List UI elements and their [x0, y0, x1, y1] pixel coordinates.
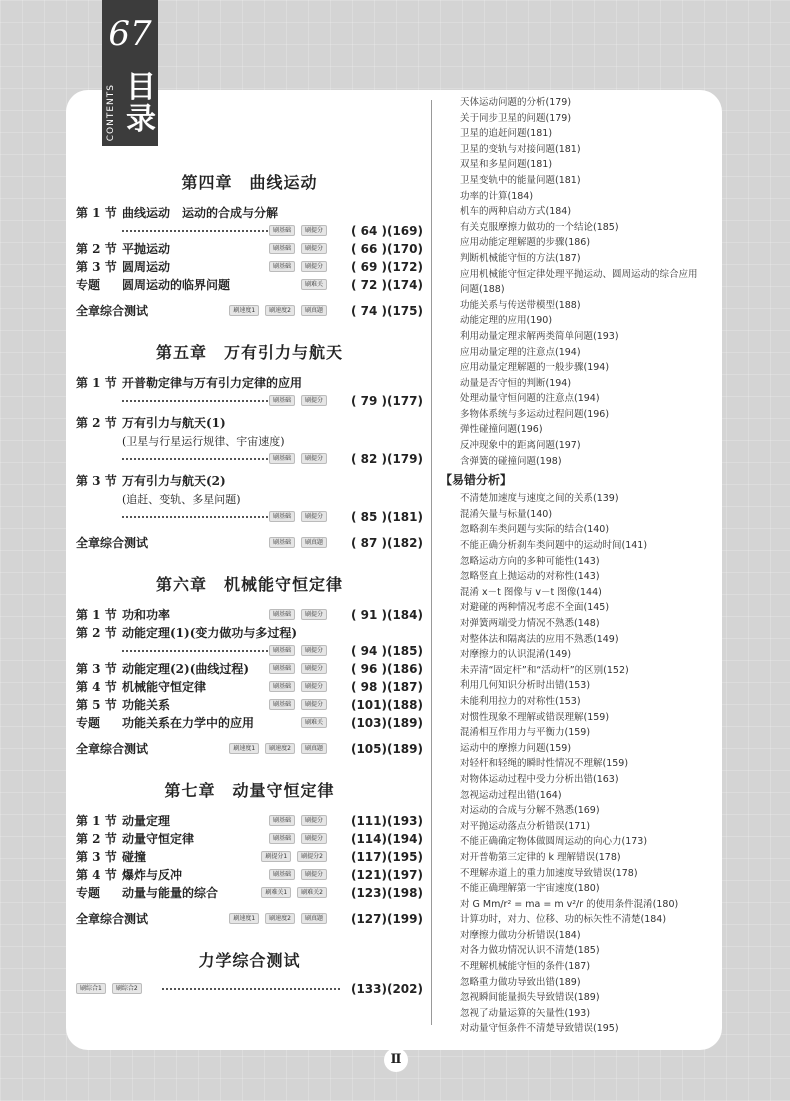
toc-entry[interactable]	[76, 848, 423, 866]
tag-label: 刷速度1	[229, 743, 259, 754]
toc-entry[interactable]	[76, 884, 423, 902]
toc-entry-pages	[76, 222, 423, 240]
index-entry[interactable]: 对避碰的两种情况考虑不全面(145)	[460, 602, 610, 614]
index-entry[interactable]: 对轻杆和轻绳的瞬时性情况不理解(159)	[460, 758, 629, 770]
tag-label: 刷真题	[301, 743, 327, 754]
toc-entry[interactable]	[76, 204, 423, 222]
tag-label: 刷基础	[269, 699, 295, 710]
tag-label: 刷基础	[269, 663, 295, 674]
section-title: 动能定理(1)(变力做功与多过程)	[122, 626, 298, 640]
section-number: 第 3 节	[76, 850, 117, 864]
toc-entry[interactable]	[76, 534, 423, 552]
tag-label: 刷基础	[269, 681, 295, 692]
index-entry[interactable]: 对平抛运动落点分析错误(171)	[460, 820, 591, 832]
index-entry[interactable]: 动量是否守恒的判断(194)	[460, 377, 572, 389]
tag-label: 刷速度2	[265, 913, 295, 924]
section-number: 第 1 节	[76, 206, 117, 220]
index-entry[interactable]: 未弄清“固定杆”和“活动杆”的区别(152)	[460, 664, 629, 676]
index-entry[interactable]: 应用机械能守恒定律处理平抛运动、圆周运动的综合应用	[460, 268, 698, 280]
section-number: 第 2 节	[76, 626, 117, 640]
index-entry[interactable]: 忽略竖直上抛运动的对称性(143)	[460, 571, 600, 583]
section-number: 专题	[76, 278, 101, 292]
index-entry[interactable]: 反冲现象中的距离问题(197)	[460, 440, 581, 452]
page-ref: ( 87 )(182)	[350, 536, 423, 550]
tag-label: 刷提分	[301, 395, 327, 406]
index-entry[interactable]: 对惯性现象不理解或错误理解(159)	[460, 711, 610, 723]
section-title: 平抛运动	[122, 242, 171, 256]
page-ref: (105)(189)	[350, 742, 423, 756]
book-number: 67	[108, 14, 152, 54]
toc-entry[interactable]	[76, 258, 423, 276]
index-entry[interactable]: 混淆相互作用力与平衡力(159)	[460, 727, 591, 739]
toc-entry[interactable]	[76, 624, 423, 642]
index-entry[interactable]: 未能利用拉力的对称性(153)	[460, 695, 581, 707]
toc-entry[interactable]	[76, 276, 423, 294]
toc-entry[interactable]	[76, 812, 423, 830]
index-entry[interactable]: 动能定理的应用(190)	[460, 315, 553, 327]
index-entry[interactable]: 运动中的摩擦力问题(159)	[460, 742, 572, 754]
toc-entry-pages	[76, 392, 423, 410]
tag-label: 刷速度1	[229, 913, 259, 924]
toc-entry[interactable]	[76, 910, 423, 928]
toc-entry-pages	[76, 450, 423, 468]
section-number: 第 1 节	[76, 376, 117, 390]
toc-entry[interactable]	[76, 714, 423, 732]
section-title: 全章综合测试	[76, 912, 149, 926]
section-subtitle: (卫星与行星运行规律、宇宙速度)	[122, 435, 285, 448]
index-entry[interactable]: 处理动量守恒问题的注意点(194)	[460, 393, 600, 405]
page-ref: (103)(189)	[350, 716, 423, 730]
index-entry[interactable]: 利用几何知识分析时出错(153)	[460, 680, 591, 692]
section-number: 第 2 节	[76, 416, 117, 430]
toc-entry[interactable]	[76, 660, 423, 678]
toc-entry[interactable]	[76, 696, 423, 714]
column-divider	[431, 100, 432, 1025]
index-entry[interactable]: 机车的两种启动方式(184)	[460, 206, 572, 218]
index-entry[interactable]: 有关克服摩擦力做功的一个结论(185)	[460, 221, 619, 233]
toc-entry-subtitle	[76, 432, 423, 450]
section-number: 第 5 节	[76, 698, 117, 712]
chapter-title: 力学综合测试	[198, 951, 301, 970]
toc-entry[interactable]	[76, 240, 423, 258]
index-entry[interactable]: 卫星的变轨与对接问题(181)	[460, 143, 581, 155]
toc-entry[interactable]	[76, 830, 423, 848]
index-entry[interactable]: 对运动的合成与分解不熟悉(169)	[460, 805, 600, 817]
section-title: 曲线运动 运动的合成与分解	[122, 206, 279, 220]
page-ref: (123)(198)	[350, 886, 423, 900]
tag-label: 刷真题	[301, 913, 327, 924]
index-entry[interactable]: 天体运动问题的分析(179)	[460, 97, 572, 108]
tag-label: 刷基础	[269, 395, 295, 406]
index-entry[interactable]: 对 G Mm/r² = ma = m v²/r 的使用条件混淆(180)	[460, 898, 679, 910]
page-ref: ( 74 )(175)	[350, 304, 423, 318]
section-title: 全章综合测试	[76, 536, 149, 550]
index-entry[interactable]: 混淆矢量与标量(140)	[460, 508, 553, 520]
error-analysis-header: 【易错分析】	[440, 473, 513, 488]
index-entry[interactable]: 忽略运动方向的多种可能性(143)	[460, 555, 600, 567]
index-entry[interactable]: 多物体系统与多运动过程问题(196)	[460, 408, 610, 420]
page-ref: ( 79 )(177)	[350, 394, 423, 408]
page-ref: ( 82 )(179)	[350, 452, 423, 466]
tag-label: 刷提分	[301, 699, 327, 710]
index-entry[interactable]: 忽略刹车类问题与实际的结合(140)	[460, 524, 610, 536]
section-number: 专题	[76, 716, 101, 730]
tag-label: 刷基础	[269, 815, 295, 826]
index-entry[interactable]: 弹性碰撞问题(196)	[460, 424, 543, 436]
section-title: 圆周运动的临界问题	[122, 278, 231, 292]
index-entry[interactable]: 卫星的追赶问题(181)	[460, 128, 553, 140]
index-entry[interactable]: 应用动量定理解题的一般步骤(194)	[460, 362, 610, 374]
toc-entry-pages	[76, 508, 423, 526]
tag-label: 刷基础	[269, 453, 295, 464]
chapter-title: 第四章 曲线运动	[181, 173, 318, 192]
section-title: 动量定理	[122, 814, 171, 828]
toc-entry[interactable]	[76, 302, 423, 320]
section-number: 第 1 节	[76, 814, 117, 828]
section-title: 碰撞	[122, 850, 147, 864]
page-title: 目录	[126, 70, 156, 137]
index-entry[interactable]: 应用动量定理的注意点(194)	[460, 346, 581, 358]
index-entry[interactable]: 忽略重力做功导致出错(189)	[460, 976, 581, 988]
tag-label: 刷提分	[301, 261, 327, 272]
index-entry[interactable]: 忽视瞬间能量损失导致错误(189)	[460, 992, 600, 1004]
tag-label: 刷难关1	[261, 887, 291, 898]
index-entry[interactable]: 对开普勒第三定律的 k 理解错误(178)	[460, 851, 621, 863]
index-entry[interactable]: 不能正确分析刹车类问题中的运动时间(141)	[460, 540, 648, 552]
toc-left-column	[76, 170, 423, 998]
section-title: 全章综合测试	[76, 742, 149, 756]
tag-label: 刷提分	[301, 511, 327, 522]
index-entry[interactable]: 忽视运动过程出错(164)	[460, 789, 562, 801]
chapter-title: 第五章 万有引力与航天	[155, 343, 343, 362]
index-entry[interactable]: 不清楚加速度与速度之间的关系(139)	[460, 493, 619, 505]
error-list	[460, 491, 718, 1037]
tag-label: 刷速度2	[265, 305, 295, 316]
index-entry[interactable]: 计算功时，对力、位移、功的标矢性不清楚(184)	[460, 914, 667, 926]
index-entry[interactable]: 不能正确确定物体做圆周运动的向心力(173)	[460, 836, 648, 848]
tag-label: 刷综合1	[76, 983, 106, 994]
section-title: 开普勒定律与万有引力定律的应用	[122, 376, 303, 390]
page-ref: ( 64 )(169)	[350, 224, 423, 238]
index-entry[interactable]: 双星和多星问题(181)	[460, 159, 553, 171]
page-ref: (114)(194)	[350, 832, 423, 846]
section-title: 机械能守恒定律	[122, 680, 207, 694]
page-ref: ( 69 )(172)	[350, 260, 423, 274]
tag-label: 刷提分	[301, 815, 327, 826]
section-number: 第 2 节	[76, 832, 117, 846]
tag-label: 刷基础	[269, 645, 295, 656]
index-entry[interactable]: 卫星变轨中的能量问题(181)	[460, 174, 581, 186]
section-subtitle: (追赶、变轨、多星问题)	[122, 493, 241, 506]
header-tab	[102, 0, 158, 146]
contents-label: CONTENTS	[106, 84, 116, 142]
toc-entry[interactable]	[76, 374, 423, 392]
page-ref: ( 96 )(186)	[350, 662, 423, 676]
index-entry[interactable]: 对摩擦力的认识混淆(149)	[460, 649, 572, 661]
index-entry[interactable]: 混淆 x－t 图像与 v－t 图像(144)	[460, 586, 602, 598]
section-title: 全章综合测试	[76, 304, 149, 318]
page-ref: ( 66 )(170)	[350, 242, 423, 256]
index-entry[interactable]: 不理解赤道上的重力加速度导致错误(178)	[460, 867, 638, 879]
index-entry[interactable]: 对物体运动过程中受力分析出错(163)	[460, 773, 619, 785]
section-title: 万有引力与航天(2)	[122, 474, 226, 488]
section-title: 爆炸与反冲	[122, 868, 183, 882]
toc-right-column	[440, 95, 718, 1037]
page-ref: (133)(202)	[350, 982, 423, 996]
index-entry[interactable]: 不理解机械能守恒的条件(187)	[460, 961, 591, 973]
index-entry[interactable]: 不能正确理解第一宇宙速度(180)	[460, 883, 600, 895]
index-entry[interactable]: 问题(188)	[460, 284, 505, 296]
section-number: 第 2 节	[76, 242, 117, 256]
method-list	[460, 95, 718, 469]
index-entry[interactable]: 关于同步卫星的问题(179)	[460, 112, 572, 124]
tag-label: 刷基础	[269, 833, 295, 844]
section-title: 功和功率	[122, 608, 171, 622]
index-entry[interactable]: 对各力做功情况认识不清楚(185)	[460, 945, 600, 957]
index-entry[interactable]: 利用动量定理求解两类简单问题(193)	[460, 330, 619, 342]
tag-label: 刷提分	[301, 663, 327, 674]
index-entry[interactable]: 忽视了动量运算的矢量性(193)	[460, 1007, 591, 1019]
section-number: 专题	[76, 886, 101, 900]
index-entry[interactable]: 含弹簧的碰撞问题(198)	[460, 455, 562, 467]
page-ref: ( 94 )(185)	[350, 644, 423, 658]
tag-label: 刷难关2	[297, 887, 327, 898]
section-number: 第 1 节	[76, 608, 117, 622]
tag-label: 刷基础	[269, 225, 295, 236]
section-title: 动能定理(2)(曲线过程)	[122, 662, 250, 676]
index-entry[interactable]: 对摩擦力做功分析错误(184)	[460, 929, 581, 941]
tag-label: 刷提分2	[297, 851, 327, 862]
section-title: 功能关系在力学中的应用	[122, 716, 255, 730]
section-title: 动量与能量的综合	[122, 886, 219, 900]
tag-label: 刷基础	[269, 537, 295, 548]
section-number: 第 4 节	[76, 868, 117, 882]
toc-entry-subtitle	[76, 490, 423, 508]
chapter-title: 第六章 机械能守恒定律	[155, 575, 343, 594]
toc-entry[interactable]	[76, 866, 423, 884]
tag-label: 刷基础	[269, 609, 295, 620]
index-entry[interactable]: 应用动能定理解题的步骤(186)	[460, 237, 591, 249]
leader-dots	[162, 988, 340, 990]
tag-label: 刷提分	[301, 833, 327, 844]
index-entry[interactable]: 对弹簧两端受力情况不熟悉(148)	[460, 618, 600, 629]
chapter-title: 第七章 动量守恒定律	[164, 781, 335, 800]
tag-label: 刷难关	[301, 279, 327, 290]
page-number: Ⅱ	[384, 1048, 408, 1072]
tag-label: 刷速度1	[229, 305, 259, 316]
tag-label: 刷基础	[269, 869, 295, 880]
page-ref: ( 72 )(174)	[350, 278, 423, 292]
toc-entry[interactable]	[76, 678, 423, 696]
toc-entry[interactable]	[76, 980, 423, 998]
tag-label: 刷真题	[301, 537, 327, 548]
tag-label: 刷速度2	[265, 743, 295, 754]
toc-entry-pages	[76, 642, 423, 660]
page-ref: (127)(199)	[350, 912, 423, 926]
index-entry[interactable]: 对动量守恒条件不清楚导致错误(195)	[460, 1023, 619, 1035]
page-ref: (121)(197)	[350, 868, 423, 882]
tag-label: 刷提分	[301, 645, 327, 656]
page-ref: (101)(188)	[350, 698, 423, 712]
section-number: 第 3 节	[76, 474, 117, 488]
index-entry[interactable]: 功能关系与传送带模型(188)	[460, 299, 581, 311]
tag-label: 刷提分1	[261, 851, 291, 862]
page-ref: ( 91 )(184)	[350, 608, 423, 622]
index-entry[interactable]: 判断机械能守恒的方法(187)	[460, 252, 581, 264]
tag-label: 刷难关	[301, 717, 327, 728]
section-title: 圆周运动	[122, 260, 171, 274]
section-title: 万有引力与航天(1)	[122, 416, 226, 430]
tag-label: 刷提分	[301, 681, 327, 692]
tag-label: 刷提分	[301, 225, 327, 236]
page-ref: (111)(193)	[350, 814, 423, 828]
tag-label: 刷真题	[301, 305, 327, 316]
toc-entry[interactable]	[76, 414, 423, 432]
section-title: 功能关系	[122, 698, 171, 712]
toc-entry[interactable]	[76, 606, 423, 624]
tag-label: 刷基础	[269, 243, 295, 254]
tag-label: 刷提分	[301, 609, 327, 620]
page-ref: ( 85 )(181)	[350, 510, 423, 524]
toc-entry[interactable]	[76, 472, 423, 490]
toc-entry[interactable]	[76, 740, 423, 758]
tag-label: 刷综合2	[112, 983, 142, 994]
section-number: 第 4 节	[76, 680, 117, 694]
section-title: 动量守恒定律	[122, 832, 195, 846]
page-ref: (117)(195)	[350, 850, 423, 864]
section-number: 第 3 节	[76, 260, 117, 274]
tag-label: 刷基础	[269, 261, 295, 272]
page-ref: ( 98 )(187)	[350, 680, 423, 694]
section-number: 第 3 节	[76, 662, 117, 676]
tag-label: 刷基础	[269, 511, 295, 522]
tag-label: 刷提分	[301, 453, 327, 464]
tag-label: 刷提分	[301, 243, 327, 254]
index-entry[interactable]: 对整体法和隔离法的应用不熟悉(149)	[460, 633, 619, 645]
tag-label: 刷提分	[301, 869, 327, 880]
index-entry[interactable]: 功率的计算(184)	[460, 190, 534, 202]
